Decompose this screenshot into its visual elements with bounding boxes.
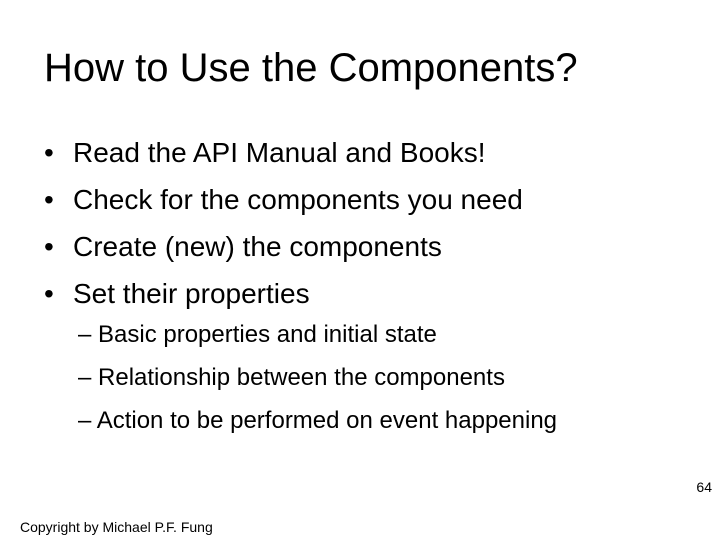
copyright-footer: Copyright by Michael P.F. Fung [20, 519, 213, 535]
bullet-marker: • [44, 278, 54, 309]
bullet-marker: • [44, 231, 54, 262]
bullet-text: Check for the components you need [73, 184, 523, 215]
sub-bullet-item: – Action to be performed on event happening [78, 407, 558, 434]
bullet-text: Set their properties [73, 278, 310, 309]
page-number: 64 [696, 479, 712, 495]
bullet-text: Create (new) the components [73, 231, 442, 262]
bullet-text: Read the API Manual and Books! [73, 137, 486, 168]
sub-bullet-list [78, 313, 557, 442]
sub-bullet-item: – Basic properties and initial state [78, 321, 437, 348]
bullet-marker: • [44, 184, 54, 215]
sub-bullet-item: – Relationship between the components [78, 364, 505, 391]
bullet-marker: • [44, 137, 54, 168]
slide-title: How to Use the Components? [44, 46, 578, 90]
